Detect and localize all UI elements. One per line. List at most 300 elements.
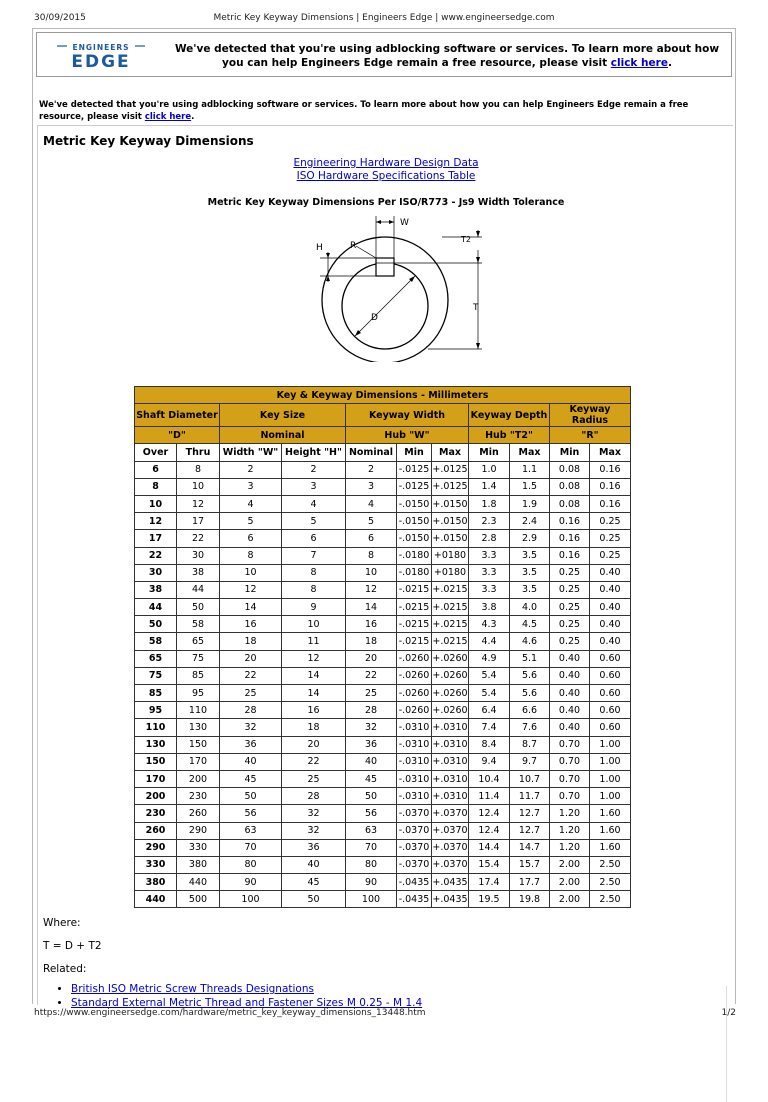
table-cell: +.0435 [432, 891, 469, 908]
subgroup-hub-w: Hub "W" [346, 427, 469, 444]
print-url: https://www.engineersedge.com/hardware/metric_key_keyway_dimensions_13448.htm [34, 1008, 426, 1018]
column-header: Over [135, 444, 177, 461]
table-cell: 11.7 [510, 788, 550, 805]
table-cell: 11.4 [469, 788, 510, 805]
table-cell: 0.40 [590, 599, 631, 616]
table-cell: 2.4 [510, 513, 550, 530]
table-cell: 500 [177, 891, 220, 908]
table-cell: 1.00 [590, 770, 631, 787]
table-cell: 30 [135, 564, 177, 581]
table-cell: 6.4 [469, 702, 510, 719]
table-cell: 6 [220, 530, 282, 547]
table-cell: 11 [282, 633, 346, 650]
table-cell: 4.3 [469, 616, 510, 633]
table-cell: 1.1 [510, 461, 550, 478]
table-cell: -.0310 [397, 736, 432, 753]
table-cell: 1.60 [590, 839, 631, 856]
table-cell: 100 [220, 891, 282, 908]
table-cell: -.0125 [397, 461, 432, 478]
table-cell: 0.25 [550, 616, 590, 633]
page-title: Metric Key Keyway Dimensions [43, 134, 254, 148]
table-cell: 10 [177, 478, 220, 495]
table-cell: 440 [135, 891, 177, 908]
subgroup-hub-t2: Hub "T2" [469, 427, 550, 444]
page-frame [32, 28, 736, 1009]
table-cell: 8.4 [469, 736, 510, 753]
table-cell: 8 [177, 461, 220, 478]
table-cell: 1.00 [590, 788, 631, 805]
table-row [135, 805, 631, 822]
table-cell: 4.9 [469, 650, 510, 667]
column-header: Height "H" [282, 444, 346, 461]
table-cell: 32 [220, 719, 282, 736]
table-cell: -.0370 [397, 839, 432, 856]
table-cell: 2.50 [590, 874, 631, 891]
table-cell: 45 [220, 770, 282, 787]
logo-top-text: ENGINEERS [72, 43, 130, 52]
table-cell: 4 [220, 495, 282, 512]
table-cell: 36 [346, 736, 397, 753]
table-cell: 6.6 [510, 702, 550, 719]
table-cell: 12 [282, 650, 346, 667]
table-cell: 14 [220, 599, 282, 616]
table-cell: 10.4 [469, 770, 510, 787]
table-row [135, 599, 631, 616]
table-cell: 0.60 [590, 667, 631, 684]
subgroup-r: "R" [550, 427, 631, 444]
table-cell: +0180 [432, 547, 469, 564]
table-cell: +.0215 [432, 616, 469, 633]
table-cell: 0.40 [550, 667, 590, 684]
table-cell: 12.7 [510, 805, 550, 822]
table-cell: -.0180 [397, 547, 432, 564]
table-cell: 440 [177, 874, 220, 891]
table-cell: 5.4 [469, 667, 510, 684]
table-cell: -.0370 [397, 805, 432, 822]
table-cell: 45 [282, 874, 346, 891]
group-key-size: Key Size [220, 404, 346, 427]
table-cell: 1.8 [469, 495, 510, 512]
table-cell: 28 [220, 702, 282, 719]
table-cell: 170 [177, 753, 220, 770]
table-cell: 8 [282, 581, 346, 598]
column-header: Width "W" [220, 444, 282, 461]
table-cell: +.0150 [432, 530, 469, 547]
table-cell: 230 [177, 788, 220, 805]
formula-text: T = D + T2 [43, 940, 102, 952]
table-cell: -.0435 [397, 874, 432, 891]
table-cell: 1.60 [590, 805, 631, 822]
table-cell: 260 [177, 805, 220, 822]
table-cell: 0.40 [590, 616, 631, 633]
table-row [135, 547, 631, 564]
table-cell: 70 [346, 839, 397, 856]
table-cell: 5.4 [469, 685, 510, 702]
table-cell: 3.5 [510, 581, 550, 598]
table-cell: -.0260 [397, 685, 432, 702]
column-header-row [135, 444, 631, 461]
table-cell: 0.16 [550, 547, 590, 564]
table-cell: 290 [135, 839, 177, 856]
table-cell: 0.16 [550, 513, 590, 530]
table-cell: 200 [135, 788, 177, 805]
table-cell: 3.5 [510, 564, 550, 581]
table-cell: 0.25 [590, 547, 631, 564]
print-title: Metric Key Keyway Dimensions | Engineers Edge | www.engineersedge.com [213, 13, 555, 23]
adblock-banner [36, 32, 732, 77]
group-keyway-width: Keyway Width [346, 404, 469, 427]
print-header [0, 0, 768, 22]
table-cell: 12.4 [469, 822, 510, 839]
logo-main-text: EDGE [71, 52, 131, 70]
table-cell: 63 [220, 822, 282, 839]
table-cell: 14 [282, 667, 346, 684]
table-cell: 65 [135, 650, 177, 667]
related-link-british-iso[interactable]: British ISO Metric Screw Threads Designations [71, 983, 314, 995]
table-cell: 0.25 [550, 581, 590, 598]
table-cell: 10 [135, 495, 177, 512]
table-cell: 70 [220, 839, 282, 856]
table-cell: 330 [135, 856, 177, 873]
table-cell: 0.16 [590, 478, 631, 495]
table-row [135, 702, 631, 719]
main-content [37, 125, 733, 1009]
table-cell: 36 [220, 736, 282, 753]
table-cell: 130 [135, 736, 177, 753]
table-cell: 14 [346, 599, 397, 616]
table-row [135, 513, 631, 530]
table-cell: -.0150 [397, 530, 432, 547]
table-cell: 0.25 [550, 633, 590, 650]
group-keyway-radius: Keyway Radius [550, 404, 631, 427]
table-cell: +.0215 [432, 581, 469, 598]
table-cell: 17.4 [469, 874, 510, 891]
column-header: Min [550, 444, 590, 461]
table-cell: +.0260 [432, 650, 469, 667]
table-cell: 0.08 [550, 495, 590, 512]
table-cell: 0.40 [590, 633, 631, 650]
table-cell: 90 [346, 874, 397, 891]
table-cell: 7 [282, 547, 346, 564]
table-cell: 3 [220, 478, 282, 495]
table-row [135, 719, 631, 736]
table-cell: 20 [282, 736, 346, 753]
table-row [135, 822, 631, 839]
table-cell: -.0180 [397, 564, 432, 581]
table-row [135, 495, 631, 512]
link-engineering-hardware[interactable]: Engineering Hardware Design Data [293, 157, 479, 169]
table-cell: 85 [135, 685, 177, 702]
table-cell: 4.5 [510, 616, 550, 633]
table-cell: 0.40 [590, 564, 631, 581]
group-shaft-diameter: Shaft Diameter [135, 404, 220, 427]
table-cell: +.0125 [432, 478, 469, 495]
table-cell: +.0310 [432, 753, 469, 770]
table-cell: -.0260 [397, 650, 432, 667]
table-cell: 0.70 [550, 753, 590, 770]
column-header: Max [510, 444, 550, 461]
table-cell: 75 [135, 667, 177, 684]
table-cell: 6 [282, 530, 346, 547]
table-cell: 8 [135, 478, 177, 495]
table-cell: 170 [135, 770, 177, 787]
table-cell: +.0150 [432, 513, 469, 530]
table-cell: 1.4 [469, 478, 510, 495]
table-cell: 0.40 [590, 581, 631, 598]
table-cell: 5.1 [510, 650, 550, 667]
table-cell: 20 [220, 650, 282, 667]
table-row [135, 736, 631, 753]
table-cell: 8 [220, 547, 282, 564]
adblock-end: . [667, 57, 672, 69]
table-cell: 30 [177, 547, 220, 564]
table-cell: +.0435 [432, 874, 469, 891]
table-cell: +.0260 [432, 702, 469, 719]
column-header: Max [590, 444, 631, 461]
table-cell: 8 [282, 564, 346, 581]
print-footer [0, 1004, 768, 1024]
table-cell: 2.00 [550, 891, 590, 908]
table-row [135, 839, 631, 856]
table-cell: 10.7 [510, 770, 550, 787]
table-cell: 12 [177, 495, 220, 512]
table-cell: -.0215 [397, 599, 432, 616]
table-cell: +.0310 [432, 770, 469, 787]
table-cell: 3.5 [510, 547, 550, 564]
table-cell: 18 [220, 633, 282, 650]
table-cell: 5 [220, 513, 282, 530]
table-cell: 380 [177, 856, 220, 873]
table-cell: 0.08 [550, 478, 590, 495]
table-cell: 58 [135, 633, 177, 650]
table-cell: -.0370 [397, 856, 432, 873]
table-row [135, 753, 631, 770]
table-cell: 9.7 [510, 753, 550, 770]
table-cell: 110 [135, 719, 177, 736]
table-cell: 16 [282, 702, 346, 719]
table-cell: 17.7 [510, 874, 550, 891]
table-row [135, 530, 631, 547]
adblock-small-click-here-link[interactable]: click here [144, 112, 192, 122]
table-cell: 28 [282, 788, 346, 805]
table-cell: 1.20 [550, 805, 590, 822]
table-cell: 4 [282, 495, 346, 512]
table-cell: 16 [220, 616, 282, 633]
keyway-dimensions-table [134, 386, 631, 908]
table-cell: -.0125 [397, 478, 432, 495]
table-cell: 12.4 [469, 805, 510, 822]
adblock-message-small [39, 99, 729, 123]
table-row [135, 685, 631, 702]
table-row [135, 478, 631, 495]
table-cell: 0.16 [550, 530, 590, 547]
label-h: H [316, 243, 323, 253]
header-links [38, 157, 734, 183]
table-cell: 6 [135, 461, 177, 478]
table-cell: 2.00 [550, 874, 590, 891]
link-iso-hardware[interactable]: ISO Hardware Specifications Table [296, 170, 476, 182]
table-cell: 22 [177, 530, 220, 547]
keyway-diagram [292, 212, 492, 362]
column-header: Max [432, 444, 469, 461]
table-cell: -.0150 [397, 513, 432, 530]
adblock-text: We've detected that you're using adblocking software or services. To learn more about how you can help Engineers Edge remain a free resource, please visit [174, 43, 720, 69]
table-cell: 380 [135, 874, 177, 891]
group-keyway-depth: Keyway Depth [469, 404, 550, 427]
table-cell: 14.7 [510, 839, 550, 856]
table-cell: 7.6 [510, 719, 550, 736]
table-cell: 50 [282, 891, 346, 908]
table-cell: 38 [135, 581, 177, 598]
table-cell: 12.7 [510, 822, 550, 839]
label-r: R [350, 241, 357, 251]
table-cell: +0180 [432, 564, 469, 581]
table-cell: 290 [177, 822, 220, 839]
table-cell: 16 [346, 616, 397, 633]
adblock-message [167, 42, 727, 70]
table-cell: +.0150 [432, 495, 469, 512]
table-cell: 0.40 [550, 702, 590, 719]
table-cell: 2 [346, 461, 397, 478]
table-cell: 6 [346, 530, 397, 547]
label-t2: T2 [461, 235, 471, 244]
table-cell: 0.60 [590, 702, 631, 719]
table-cell: 18 [282, 719, 346, 736]
table-cell: 12 [346, 581, 397, 598]
table-cell: 25 [282, 770, 346, 787]
table-title: Key & Keyway Dimensions - Millimeters [135, 387, 631, 404]
table-cell: 150 [135, 753, 177, 770]
table-cell: +.0310 [432, 736, 469, 753]
table-row [135, 581, 631, 598]
table-cell: 15.7 [510, 856, 550, 873]
label-t: T [473, 303, 479, 313]
table-cell: 40 [346, 753, 397, 770]
table-cell: -.0150 [397, 495, 432, 512]
table-cell: 17 [135, 530, 177, 547]
table-cell: 10 [346, 564, 397, 581]
table-cell: 3 [282, 478, 346, 495]
table-cell: 44 [177, 581, 220, 598]
table-cell: 32 [282, 805, 346, 822]
table-cell: 2.00 [550, 856, 590, 873]
print-date: 30/09/2015 [34, 13, 86, 23]
table-cell: 40 [220, 753, 282, 770]
table-cell: 1.0 [469, 461, 510, 478]
table-cell: 1.20 [550, 822, 590, 839]
table-cell: -.0215 [397, 616, 432, 633]
table-cell: 2 [220, 461, 282, 478]
table-cell: 0.40 [550, 650, 590, 667]
table-cell: 150 [177, 736, 220, 753]
table-cell: 22 [282, 753, 346, 770]
table-row [135, 770, 631, 787]
table-cell: +.0370 [432, 822, 469, 839]
adblock-small-end: . [191, 112, 195, 122]
table-cell: -.0435 [397, 891, 432, 908]
table-cell: 200 [177, 770, 220, 787]
table-cell: 45 [346, 770, 397, 787]
table-cell: -.0310 [397, 788, 432, 805]
related-label: Related: [43, 963, 87, 975]
table-cell: 1.9 [510, 495, 550, 512]
table-cell: +.0260 [432, 667, 469, 684]
adblock-click-here-link[interactable]: click here [610, 57, 668, 69]
table-cell: 4 [346, 495, 397, 512]
related-link-metric-thread-sizes[interactable]: Standard External Metric Thread and Fastener Sizes M 0.25 - M 1.4 [71, 997, 423, 1009]
related-item [71, 982, 422, 996]
table-cell: 40 [282, 856, 346, 873]
table-cell: 1.20 [550, 839, 590, 856]
table-cell: 15.4 [469, 856, 510, 873]
table-cell: 90 [220, 874, 282, 891]
table-row [135, 856, 631, 873]
column-header: Thru [177, 444, 220, 461]
table-cell: -.0215 [397, 581, 432, 598]
table-cell: 10 [220, 564, 282, 581]
table-cell: 50 [135, 616, 177, 633]
table-cell: 0.25 [590, 513, 631, 530]
table-cell: 110 [177, 702, 220, 719]
table-cell: 0.25 [550, 599, 590, 616]
table-cell: +.0370 [432, 839, 469, 856]
table-cell: 8 [346, 547, 397, 564]
table-cell: -.0215 [397, 633, 432, 650]
table-cell: 18 [346, 633, 397, 650]
table-cell: 80 [346, 856, 397, 873]
table-row [135, 564, 631, 581]
table-cell: 22 [346, 667, 397, 684]
table-cell: 0.60 [590, 719, 631, 736]
table-cell: 1.60 [590, 822, 631, 839]
table-cell: 19.5 [469, 891, 510, 908]
table-cell: 38 [177, 564, 220, 581]
table-cell: 0.70 [550, 770, 590, 787]
table-cell: 32 [282, 822, 346, 839]
where-label: Where: [43, 917, 81, 929]
table-cell: 4.0 [510, 599, 550, 616]
table-row [135, 874, 631, 891]
table-cell: 1.5 [510, 478, 550, 495]
table-cell: +.0215 [432, 633, 469, 650]
table-cell: 25 [346, 685, 397, 702]
table-cell: -.0310 [397, 753, 432, 770]
column-header: Min [397, 444, 432, 461]
table-cell: 50 [177, 599, 220, 616]
table-cell: 95 [177, 685, 220, 702]
table-cell: 25 [220, 685, 282, 702]
table-subtitle: Metric Key Keyway Dimensions Per ISO/R773 - Js9 Width Tolerance [207, 197, 565, 208]
column-header: Nominal [346, 444, 397, 461]
table-cell: +.0370 [432, 856, 469, 873]
engineers-edge-logo[interactable] [53, 42, 149, 70]
table-cell: 10 [282, 616, 346, 633]
table-cell: 28 [346, 702, 397, 719]
table-cell: 14 [282, 685, 346, 702]
table-cell: 2.9 [510, 530, 550, 547]
table-cell: 0.70 [550, 788, 590, 805]
table-cell: 0.25 [590, 530, 631, 547]
table-row [135, 667, 631, 684]
print-page-number: 1/2 [721, 1008, 736, 1018]
table-cell: -.0310 [397, 770, 432, 787]
table-cell: 130 [177, 719, 220, 736]
table-cell: -.0310 [397, 719, 432, 736]
table-cell: 0.40 [550, 719, 590, 736]
table-cell: 0.16 [590, 495, 631, 512]
table-cell: +.0215 [432, 599, 469, 616]
table-cell: 0.16 [590, 461, 631, 478]
